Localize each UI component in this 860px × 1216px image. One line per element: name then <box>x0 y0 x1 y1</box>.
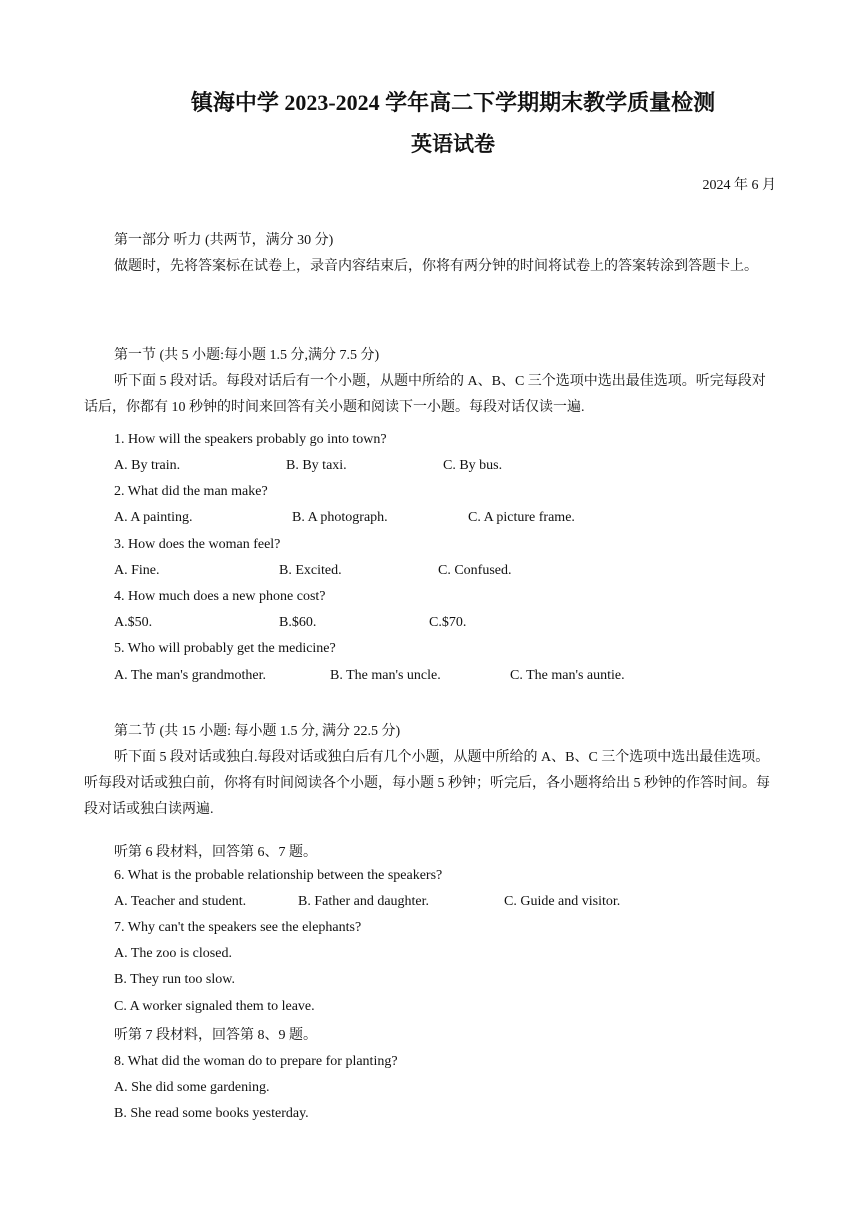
material-6-note: 听第 6 段材料，回答第 6、7 题。 <box>114 845 317 860</box>
option-a: A. The man's grandmother. <box>114 668 266 683</box>
question-1: 1. How will the speakers probably go into town? <box>114 432 387 447</box>
section2-heading: 第二节 (共 15 小题: 每小题 1.5 分, 满分 22.5 分) <box>114 724 401 739</box>
question-2: 2. What did the man make? <box>114 484 268 499</box>
question-6: 6. What is the probable relationship between the speakers? <box>114 868 443 883</box>
option-a: A. Fine. <box>114 563 160 578</box>
question-3: 3. How does the woman feel? <box>114 537 281 552</box>
part1-instruction: 做题时，先将答案标在试卷上，录音内容结束后，你将有两分钟的时间将试卷上的答案转涂到答题卡上。 <box>114 259 758 274</box>
option-a: A. By train. <box>114 458 181 473</box>
question-8-option-b: B. She read some books yesterday. <box>114 1106 309 1121</box>
option-c: C. A picture frame. <box>468 510 575 525</box>
option-c: C.$70. <box>429 615 467 630</box>
option-b: B. A photograph. <box>292 510 388 525</box>
question-8: 8. What did the woman do to prepare for planting? <box>114 1054 398 1069</box>
section1-heading: 第一节 (共 5 小题:每小题 1.5 分,满分 7.5 分) <box>114 348 380 363</box>
exam-title: 镇海中学 2023-2024 学年高二下学期期末教学质量检测 <box>190 90 716 115</box>
question-5: 5. Who will probably get the medicine? <box>114 641 336 656</box>
option-b: B. Father and daughter. <box>298 894 430 909</box>
material-7-note: 听第 7 段材料，回答第 8、9 题。 <box>114 1028 317 1043</box>
option-b: B. The man's uncle. <box>330 668 441 683</box>
part1-heading: 第一部分 听力 (共两节，满分 30 分) <box>114 233 334 248</box>
question-7: 7. Why can't the speakers see the elephants? <box>114 920 362 935</box>
section2-instruction: 听下面 5 段对话或独白.每段对话或独白后有几个小题，从题中所给的 A、B、C 三个选项中选出最佳选项。听每段对话或独白前，你将有时间阅读各个小题，每小题 5 秒钟；听完后，各小题将给出 5 秒钟的作答时间。每段对话或独白读两遍. <box>84 750 770 817</box>
question-7-option-a: A. The zoo is closed. <box>114 946 232 961</box>
option-c: C. The man's auntie. <box>510 668 625 683</box>
question-8-option-a: A. She did some gardening. <box>114 1080 270 1095</box>
option-b: B. Excited. <box>279 563 342 578</box>
option-a: A. Teacher and student. <box>114 894 247 909</box>
question-4: 4. How much does a new phone cost? <box>114 589 326 604</box>
option-b: B.$60. <box>279 615 317 630</box>
question-7-option-c: C. A worker signaled them to leave. <box>114 999 315 1014</box>
exam-subtitle: 英语试卷 <box>411 132 495 156</box>
question-7-option-b: B. They run too slow. <box>114 972 235 987</box>
exam-date: 2024 年 6 月 <box>702 178 776 193</box>
option-c: C. Confused. <box>438 563 512 578</box>
option-a: A. A painting. <box>114 510 193 525</box>
option-c: C. Guide and visitor. <box>504 894 621 909</box>
section1-instruction: 听下面 5 段对话。每段对话后有一个小题，从题中所给的 A、B、C 三个选项中选出最佳选项。听完每段对话后，你都有 10 秒钟的时间来回答有关小题和阅读下一小题。每段对话仅读一遍. <box>84 374 766 415</box>
option-a: A.$50. <box>114 615 153 630</box>
option-c: C. By bus. <box>443 458 503 473</box>
option-b: B. By taxi. <box>286 458 347 473</box>
